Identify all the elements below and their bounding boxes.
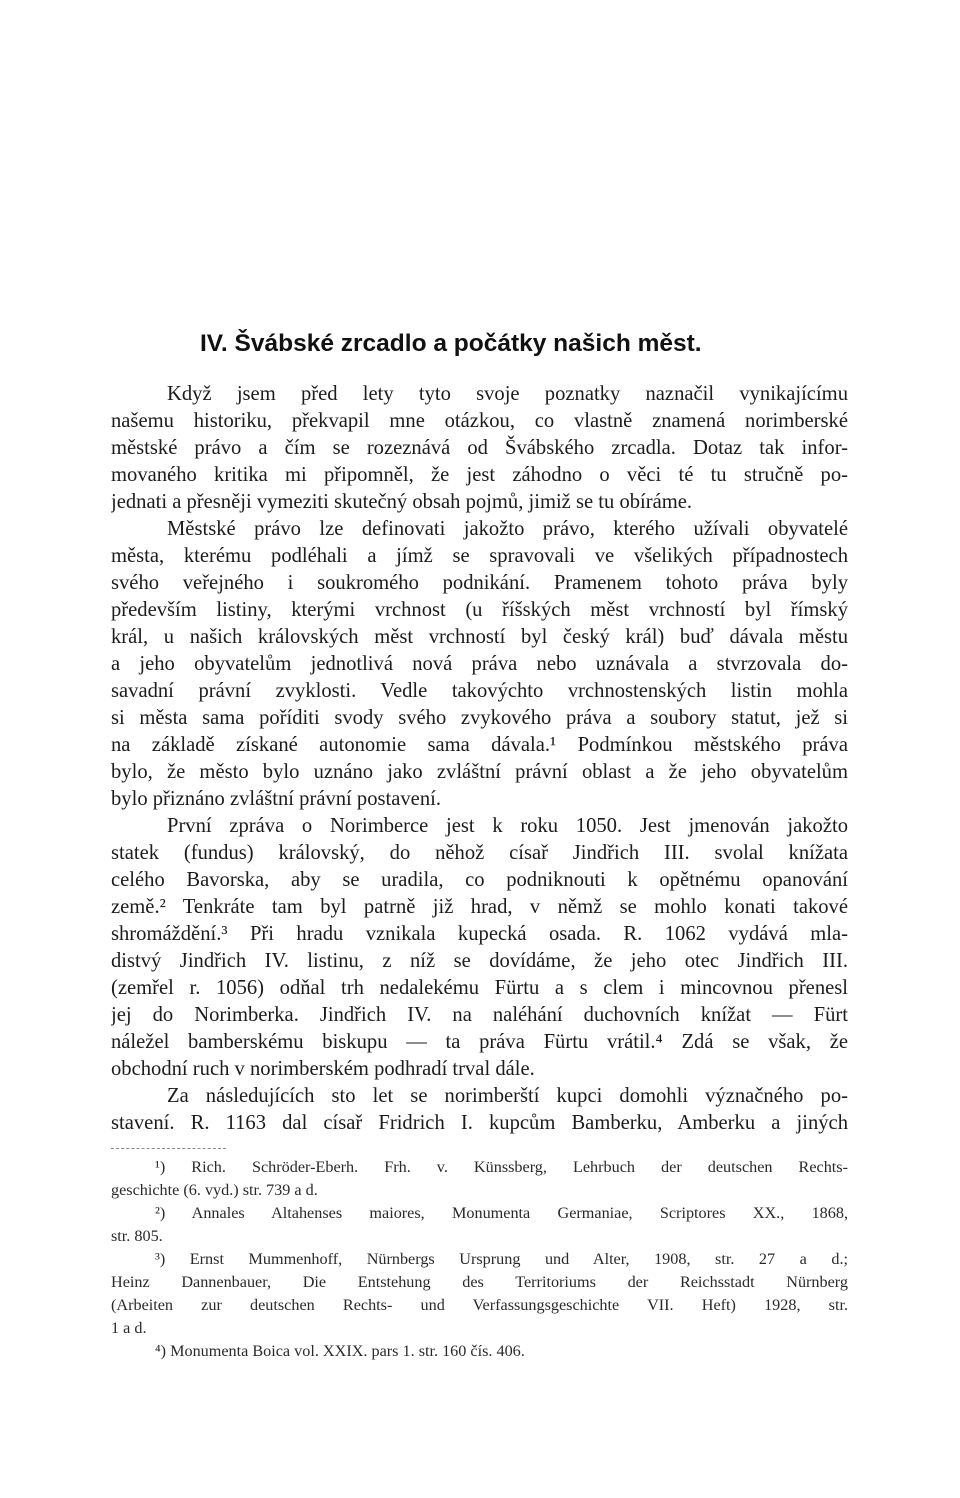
body-line: na základě získané autonomie sama dávala.¹ Podmínkou městského práva (111, 734, 848, 756)
body-line: náležel bamberskému biskupu — ta práva Fürtu vrátil.⁴ Zdá se však, že (111, 1031, 848, 1053)
chapter-title: IV. Švábské zrcadlo a počátky našich měst. (200, 330, 702, 357)
body-line: si města sama poříditi svody svého zvykového práva a soubory statut, jež si (111, 707, 848, 729)
body-line: jej do Norimberka. Jindřich IV. na naléhání duchovních knížat — Fürt (111, 1004, 848, 1026)
body-line: První zpráva o Norimberce jest k roku 1050. Jest jmenován jakožto (167, 815, 848, 837)
body-line: distvý Jindřich IV. listinu, z níž se dovídáme, že jeho otec Jindřich III. (111, 950, 848, 972)
body-line: města, kterému podléhali a jímž se spravovali ve všelikých případnostech (111, 545, 848, 567)
body-line: (zemřel r. 1056) odňal trh nedalekému Fürtu a s clem i mincovnou přenesl (111, 977, 848, 999)
footnote-line: Heinz Dannenbauer, Die Entstehung des Territoriums der Reichsstadt Nürnberg (111, 1273, 848, 1291)
body-line: savadní právní zvyklosti. Vedle takovýchto vrchnostenských listin mohla (111, 680, 848, 702)
body-line: král, u našich královských měst vrchností byl český král) buď dávala městu (111, 626, 848, 648)
footnote-line: ⁴) Monumenta Boica vol. XXIX. pars 1. str. 160 čís. 406. (155, 1342, 525, 1360)
footnotes (111, 1156, 848, 1363)
body-line: celého Bavorska, aby se uradila, co podniknouti k opětnému opanování (111, 869, 848, 891)
footnote-separator (111, 1148, 226, 1149)
body-line: městské právo a čím se rozeznává od Švábského zrcadla. Dotaz tak infor- (111, 437, 848, 459)
footnote-line: ²) Annales Altahenses maiores, Monumenta Germaniae, Scriptores XX., 1868, (155, 1204, 848, 1222)
body-line: bylo přiznáno zvláštní právní postavení. (111, 788, 441, 810)
body-line: našemu historiku, překvapil mne otázkou, co vlastně znamená norimberské (111, 410, 848, 432)
footnote-line: (Arbeiten zur deutschen Rechts- und Verfassungsgeschichte VII. Heft) 1928, str. (111, 1296, 848, 1314)
footnote-line: 1 a d. (111, 1319, 147, 1337)
body-text (111, 381, 848, 1137)
body-line: stavení. R. 1163 dal císař Fridrich I. kupcům Bamberku, Amberku a jiných (111, 1112, 848, 1134)
body-line: svého veřejného i soukromého podnikání. Pramenem tohoto práva byly (111, 572, 848, 594)
body-line: movaného kritika mi připomněl, že jest záhodno o věci té tu stručně po- (111, 464, 848, 486)
body-line: shromáždění.³ Při hradu vznikala kupecká osada. R. 1062 vydává mla- (111, 923, 848, 945)
body-line: země.² Tenkráte tam byl patrně již hrad, v němž se mohlo konati takové (111, 896, 848, 918)
footnote-line: geschichte (6. vyd.) str. 739 a d. (111, 1181, 318, 1199)
footnote-line: ¹) Rich. Schröder-Eberh. Frh. v. Künssberg, Lehrbuch der deutschen Rechts- (155, 1158, 848, 1176)
footnote-line: ³) Ernst Mummenhoff, Nürnbergs Ursprung und Alter, 1908, str. 27 a d.; (155, 1250, 848, 1268)
footnote-line: str. 805. (111, 1227, 163, 1245)
body-line: Městské právo lze definovati jakožto právo, kterého užívali obyvatelé (167, 518, 848, 540)
body-line: obchodní ruch v norimberském podhradí trval dále. (111, 1058, 535, 1080)
body-line: především listiny, kterými vrchnost (u říšských měst vrchností byl římský (111, 599, 848, 621)
body-line: jednati a přesněji vymeziti skutečný obsah pojmů, jimiž se tu obíráme. (111, 491, 693, 513)
body-line: a jeho obyvatelům jednotlivá nová práva nebo uznávala a stvrzovala do- (111, 653, 848, 675)
body-line: Za následujících sto let se norimberští kupci domohli význačného po- (167, 1085, 848, 1107)
body-line: statek (fundus) královský, do něhož císař Jindřich III. svolal knížata (111, 842, 848, 864)
body-line: bylo, že město bylo uznáno jako zvláštní právní oblast a že jeho obyvatelům (111, 761, 848, 783)
body-line: Když jsem před lety tyto svoje poznatky naznačil vynikajícímu (167, 383, 848, 405)
